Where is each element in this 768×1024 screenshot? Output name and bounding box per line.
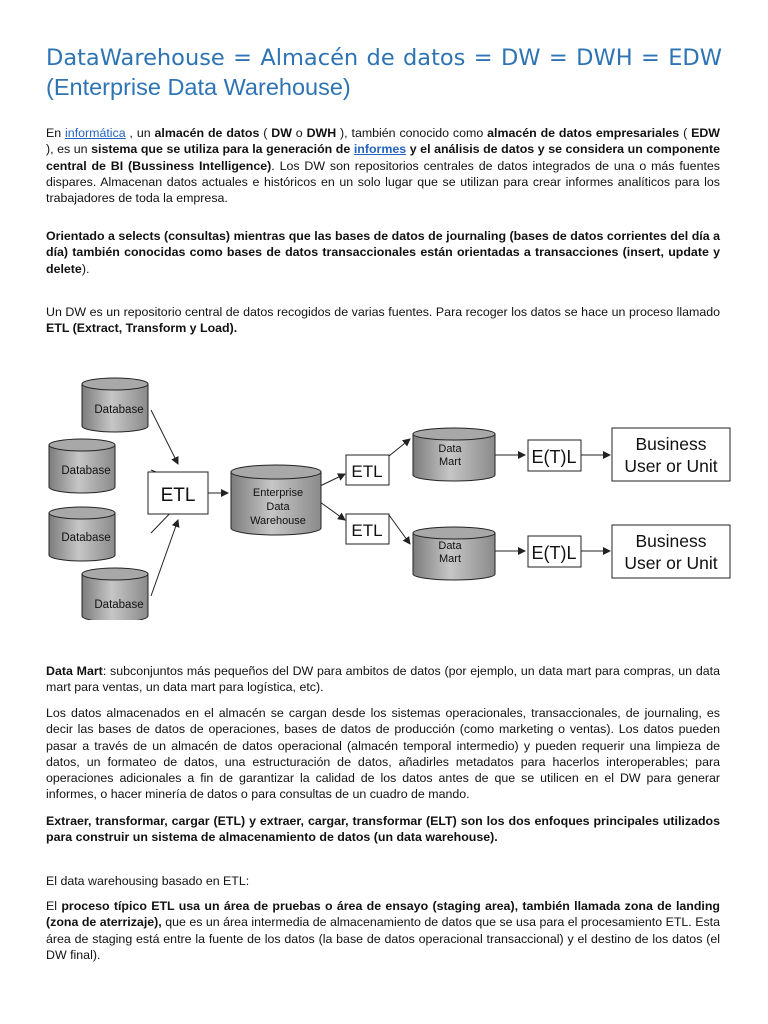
cylinder-body (82, 574, 148, 620)
data-mart-text: : subconjuntos más pequeños del DW para ambitos de datos (por ejemplo, un data mart para compras, un data mart para ventas, un data mart para logística, etc). (46, 664, 720, 695)
arrow-db1-etl (151, 410, 178, 464)
mart-label-2: Mart (439, 456, 461, 468)
orientation-bold: Orientado a selects (consultas) mientras que las bases de datos de journaling (bases de datos corrientes del día a día) también conocidas como bases de datos transaccionales están orientadas a transacciones (insert, update y delete (46, 229, 720, 276)
etl-architecture-diagram (44, 368, 734, 620)
load-text: Los datos almacenados en el almacén se cargan desde los sistemas operacionales, transaccionales, de journaling, es decir las bases de datos de operaciones, bases de datos de producción (como marketing o ventas). Los datos pueden pasar a través de un almacén de datos operacional (almacén temporal intermedio) y pueden requerir una limpieza de datos, un formateo de datos, una estructuración de datos, añadirles metadatos para hacerlos interoperables; para operaciones adicionales a fin de garantizar la calidad de los datos antes de que se utilicen en el DW para generar informes, o hacer minería de datos o para consultas de un cuadro de mando. (46, 706, 720, 802)
intro-text: ), es un (46, 142, 92, 157)
etl-box-lower-label: E(T)L (531, 543, 577, 563)
database-cylinder (49, 507, 115, 561)
intro-bold: y el análisis de datos y se considera un componente central de BI (Bussiness Intelligence) (46, 142, 721, 173)
title-line-2: (Enterprise Data Warehouse) (46, 74, 351, 100)
business-upper-label-2: User or Unit (624, 456, 718, 476)
cylinder-top (49, 439, 115, 451)
title-line-1: DataWarehouse = Almacén de datos = DW = DWH = EDW (46, 45, 722, 71)
business-upper-label-1: Business (635, 434, 707, 454)
arrow-db4-etl (151, 520, 178, 596)
cylinder-top (82, 378, 148, 390)
cylinder-top (413, 428, 495, 440)
cylinder-top (231, 465, 321, 479)
etl-text: Un DW es un repositorio central de datos recogidos de varias fuentes. Para recoger los datos se hace un proceso llamado (46, 305, 720, 319)
intro-text: ), también conocido como (336, 126, 488, 140)
database-label: Database (94, 404, 144, 416)
intro-bold: almacén de datos empresariales (487, 126, 680, 140)
intro-text: . Los DW son repositorios centrales de datos integrados de una o más fuentes dispares. Almacenan datos actuales e históricos en un solo lugar que se utilizan para crear informes analíticos para los trabajadores de toda la empresa. (46, 158, 720, 206)
cylinder-top (82, 568, 148, 580)
database-cylinder (82, 378, 148, 432)
warehouse-cylinder (231, 465, 321, 535)
database-cylinder (82, 568, 148, 620)
intro-text: En (46, 126, 66, 140)
warehouse-label-1: Enterprise (252, 487, 304, 499)
etl-upper-label: ETL (351, 462, 383, 481)
data-mart-bold: Data Mart (46, 664, 103, 678)
etl-based-heading (46, 873, 720, 889)
cylinder-top (49, 507, 115, 519)
intro-text: ( (679, 126, 692, 140)
intro-bold: DW (271, 126, 292, 140)
business-lower-label-1: Business (635, 531, 707, 551)
staging-bold: proceso típico ETL usa un área de pruebas o área de ensayo (staging area), también llamada zona de landing (zona de aterrizaje), (46, 899, 720, 930)
staging-paragraph (46, 898, 720, 963)
business-lower-label-2: User or Unit (624, 553, 718, 573)
warehouse-label-2: Data (266, 501, 290, 513)
cylinder-top (413, 527, 495, 539)
intro-text: o (291, 126, 307, 140)
intro-bold: EDW (691, 126, 721, 140)
database-cylinder (49, 439, 115, 493)
etl-lower-label: ETL (351, 521, 383, 540)
staging-text: El (46, 899, 62, 913)
approaches-paragraph (46, 813, 720, 846)
arrow-etl-mart-upper (389, 439, 410, 456)
database-label: Database (94, 599, 144, 611)
etl-paragraph (46, 304, 720, 337)
diagram-arrows (151, 410, 610, 596)
arrow-etl-mart-lower (389, 515, 410, 544)
warehouse-label-3: Warehouse (250, 515, 306, 527)
intro-text: , un (125, 126, 155, 140)
intro-paragraph (46, 125, 720, 206)
page-title (46, 44, 722, 102)
etl-box-upper-label: E(T)L (531, 447, 577, 467)
intro-bold: sistema que se utiliza para la generación de (91, 142, 351, 157)
intro-bold: almacén de datos (154, 126, 260, 140)
etl-based-text: El data warehousing basado en ETL: (46, 874, 250, 888)
data-mart-paragraph (46, 663, 720, 696)
staging-text: que es un área intermedia de almacenamiento de datos que se usa para el procesamiento ETL. Esta área de staging está entre la fuente de los datos (la base de datos operacional transaccional) y el destino de los datos (el DW final). (46, 915, 721, 962)
database-label: Database (61, 465, 111, 477)
approaches-bold: Extraer, transformar, cargar (ETL) y extraer, cargar, transformar (ELT) son los dos enfoques principales utilizados para construir un sistema de almacenamiento de datos (un data warehouse). (46, 814, 720, 845)
data-mart-lower (413, 527, 495, 580)
arrow-warehouse-etl-upper (320, 474, 345, 486)
mart-label-1: Data (438, 443, 462, 455)
data-mart-upper (413, 428, 495, 481)
load-paragraph (46, 705, 720, 803)
informatica-link[interactable]: informática (65, 126, 126, 140)
etl-main-label: ETL (160, 485, 196, 506)
database-label: Database (61, 532, 111, 544)
etl-bold: ETL (Extract, Transform y Load). (46, 321, 238, 336)
intro-bold: DWH (306, 126, 337, 140)
orientation-text: ). (81, 261, 90, 276)
mart-label-1: Data (438, 540, 462, 552)
intro-text: ( (259, 126, 272, 140)
orientation-paragraph (46, 228, 720, 277)
arrow-warehouse-etl-lower (320, 502, 345, 520)
informes-link[interactable]: informes (353, 142, 407, 157)
mart-label-2: Mart (439, 553, 461, 565)
